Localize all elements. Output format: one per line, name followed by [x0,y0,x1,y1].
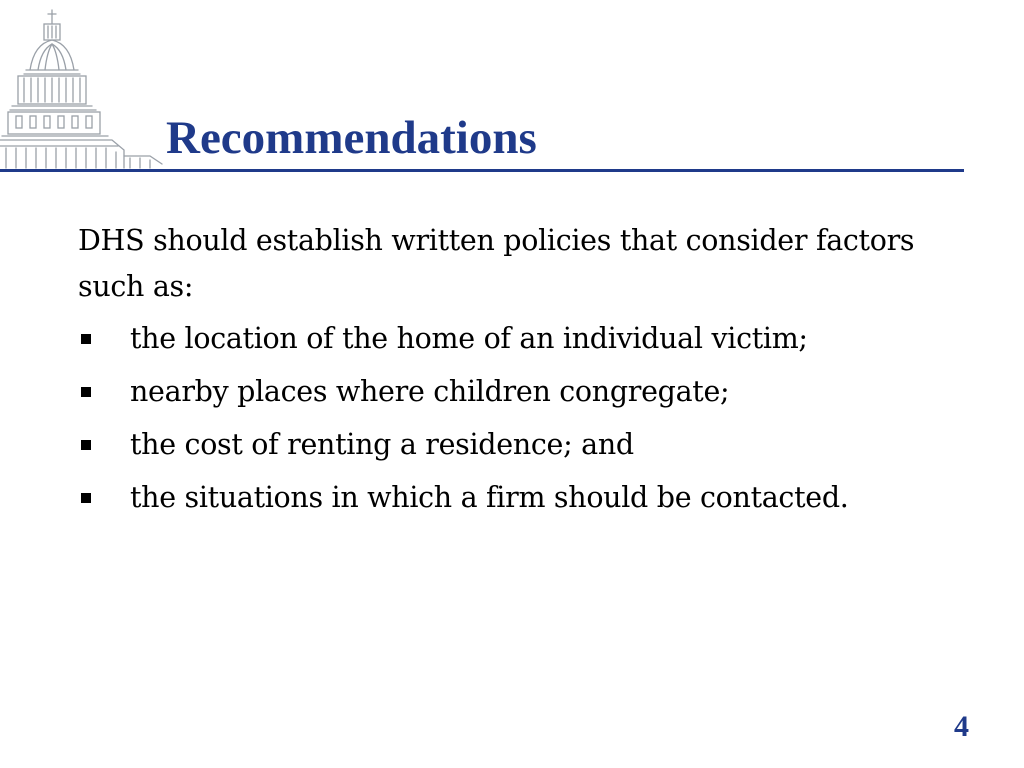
square-bullet-icon [81,440,91,450]
slide-title: Recommendations [166,112,537,164]
title-divider [0,169,964,172]
intro-text: DHS should establish written policies that consider factors such as: [78,224,915,303]
slide-body [78,218,918,528]
list-item [78,369,918,415]
list-item [78,316,918,362]
square-bullet-icon [81,493,91,503]
bullet-text: the situations in which a firm should be contacted. [130,481,849,514]
bullet-text: the cost of renting a residence; and [130,428,634,461]
square-bullet-icon [81,387,91,397]
bullet-text: the location of the home of an individual victim; [130,322,808,355]
capitol-dome-icon [0,0,165,172]
square-bullet-icon [81,334,91,344]
page-number: 4 [954,710,969,743]
list-item [78,422,918,468]
list-item [78,475,918,521]
bullet-text: nearby places where children congregate; [130,375,730,408]
bullet-list [78,316,918,521]
